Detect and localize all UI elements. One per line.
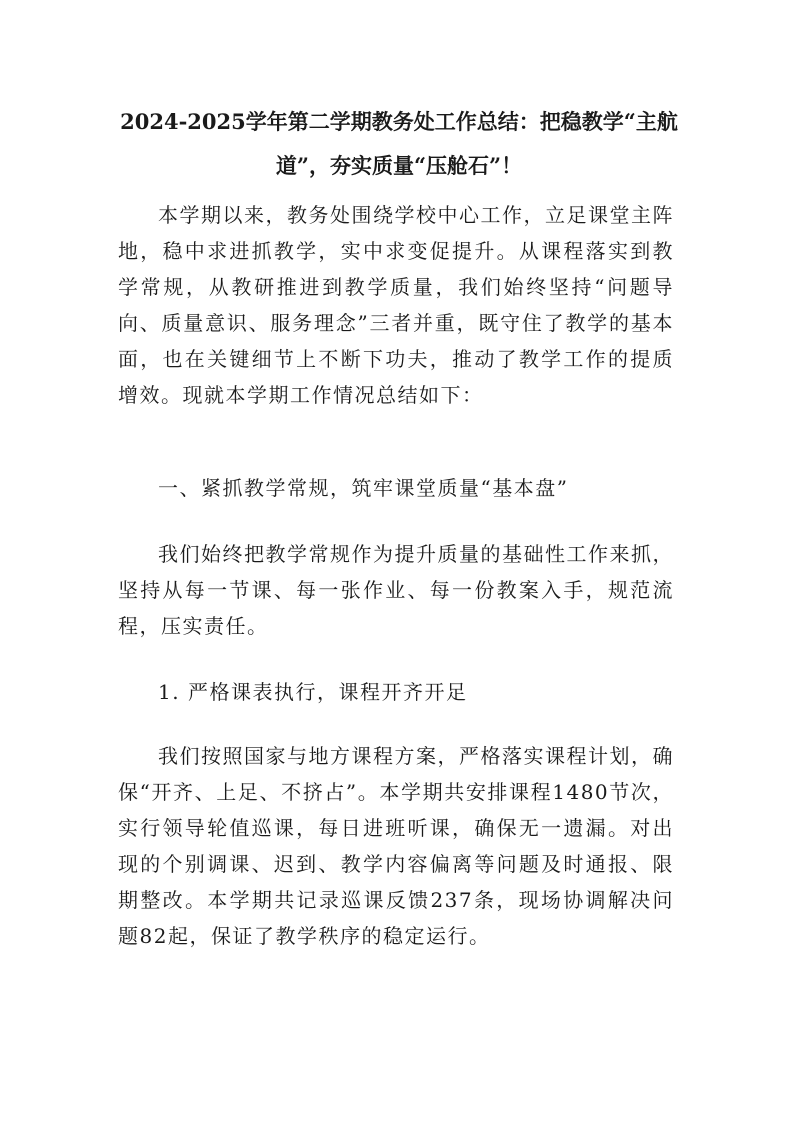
document-title: 2024-2025学年第二学期教务处工作总结：把稳教学“主航道”，夯实质量“压舱石”！ <box>120 109 678 178</box>
intro-paragraph: 本学期以来，教务处围绕学校中心工作，立足课堂主阵地，稳中求进抓教学，实中求变促提升。从课程落实到教学常规，从教研推进到教学质量，我们始终坚持“问题导向、质量意识、服务理念”三者并重，既守住了教学的基本面，也在关键细节上不断下功夫，推动了教学工作的提质增效。现就本学期工作情况总结如下： <box>118 203 674 407</box>
subsection-paragraph: 我们按照国家与地方课程方案，严格落实课程计划，确保“开齐、上足、不挤占”。本学期共安排课程1480节次，实行领导轮值巡课，每日进班听课，确保无一遗漏。对出现的个别调课、迟到、教学内容偏离等问题及时通报、限期整改。本学期共记录巡课反馈237条，现场协调解决问题82起，保证了教学秩序的稳定运行。 <box>118 744 674 948</box>
section-heading: 一、紧抓教学常规，筑牢课堂质量“基本盘” <box>158 476 569 500</box>
section-paragraph: 我们始终把教学常规作为提升质量的基础性工作来抓，坚持从每一节课、每一张作业、每一份教案入手，规范流程，压实责任。 <box>118 542 674 638</box>
subsection-heading: 1. 严格课表执行，课程开齐开足 <box>158 680 468 704</box>
